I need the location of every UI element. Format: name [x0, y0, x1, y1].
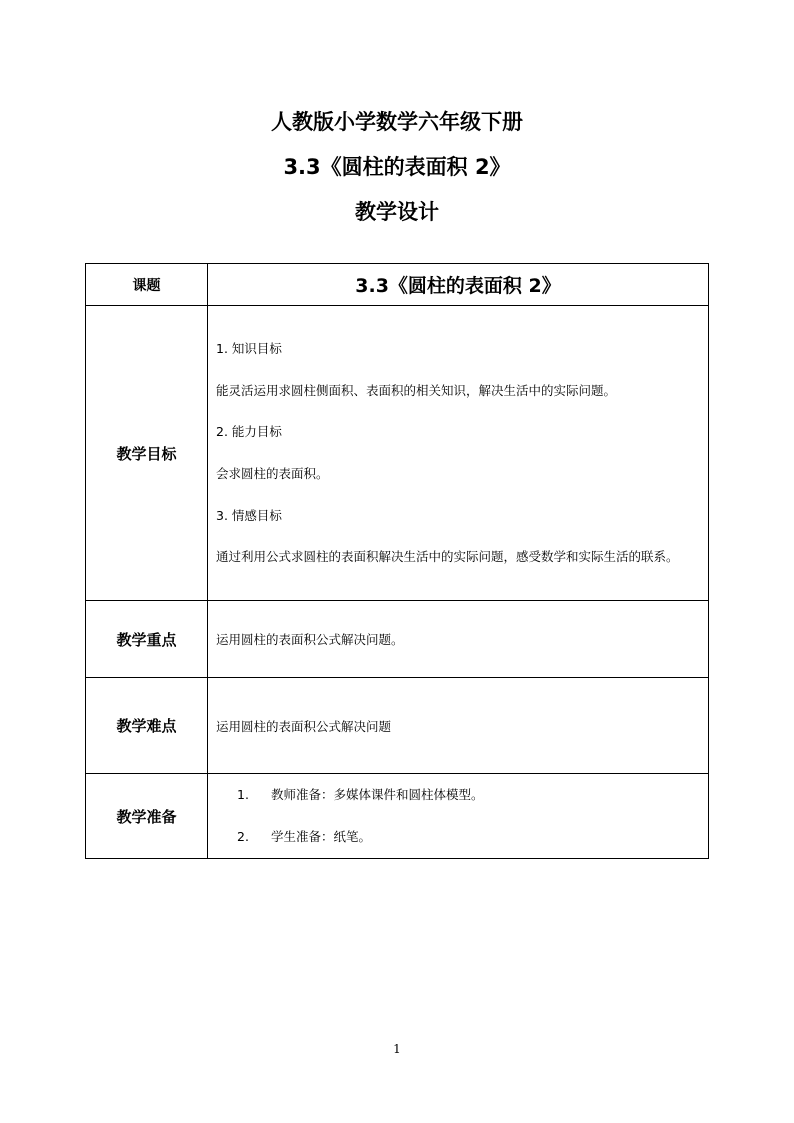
value-objectives [208, 306, 709, 601]
row-difficulties [86, 678, 709, 774]
objective-text-ability: 会求圆柱的表面积。 [216, 466, 329, 481]
lesson-plan-table [85, 263, 709, 859]
list-item-text: 学生准备：纸笔。 [271, 829, 372, 844]
label-topic: 课题 [86, 264, 208, 306]
label-preparation: 教学准备 [86, 774, 208, 859]
value-difficulties: 运用圆柱的表面积公式解决问题 [208, 678, 709, 774]
label-difficulties: 教学难点 [86, 678, 208, 774]
title-textbook: 人教版小学数学六年级下册 [271, 110, 523, 134]
objective-heading-emotion: 3. 情感目标 [216, 507, 282, 523]
row-objectives [86, 306, 709, 601]
objective-text-emotion: 通过利用公式求圆柱的表面积解决生活中的实际问题，感受数学和实际生活的联系。 [216, 549, 679, 565]
list-item-text: 教师准备：多媒体课件和圆柱体模型。 [271, 787, 484, 802]
row-topic [86, 264, 709, 306]
row-preparation [86, 774, 709, 859]
title-doc-type: 教学设计 [355, 200, 439, 224]
row-key-points [86, 601, 709, 678]
objective-heading-knowledge: 1. 知识目标 [216, 341, 282, 357]
list-item-number: 1. [237, 787, 249, 802]
document-title [0, 100, 794, 235]
value-topic: 3.3《圆柱的表面积 2》 [208, 264, 709, 306]
value-preparation [208, 774, 709, 859]
preparation-list [216, 774, 702, 858]
title-lesson: 3.3《圆柱的表面积 2》 [283, 155, 511, 179]
objective-heading-ability: 2. 能力目标 [216, 424, 282, 440]
list-item-number: 2. [237, 829, 249, 844]
label-objectives: 教学目标 [86, 306, 208, 601]
list-item [216, 774, 702, 816]
label-key-points: 教学重点 [86, 601, 208, 678]
value-key-points: 运用圆柱的表面积公式解决问题。 [208, 601, 709, 678]
list-item [216, 816, 702, 858]
objective-text-knowledge: 能灵活运用求圆柱侧面积、表面积的相关知识，解决生活中的实际问题。 [216, 382, 617, 398]
page-number: 1 [393, 1042, 401, 1056]
